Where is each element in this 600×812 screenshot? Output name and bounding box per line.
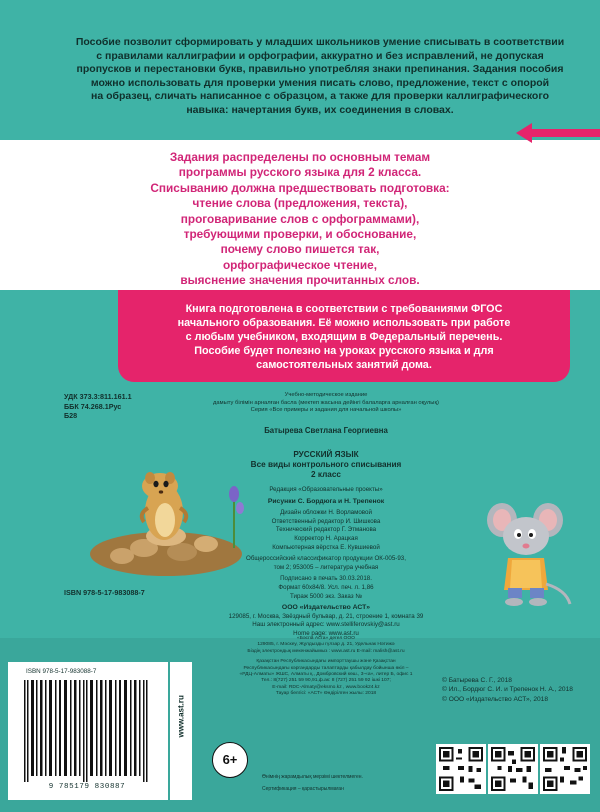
author-mark: Б28 bbox=[64, 411, 78, 420]
legal-line: Біздің электрондық мекенжайымыз : www.ast.ru E-mail: malish@ast.ru bbox=[247, 648, 405, 654]
shelf-life-note: Өнімнің жарамдылық мерзімі шектелмеген. bbox=[262, 774, 363, 780]
bbk-code: ББК 74.268.1Рус bbox=[64, 401, 122, 411]
author-name: Батырева Светлана Георгиевна bbox=[264, 426, 388, 435]
fgos-text bbox=[118, 302, 570, 372]
intro-line: Пособие позволит сформировать у младших школьников умение списывать в соответствии bbox=[75, 36, 565, 48]
fgos-line: Пособие будет полезно на уроках русского языка и для bbox=[194, 345, 494, 358]
qr-code-icon bbox=[436, 744, 486, 794]
publisher-home-page: Home page: www.ast.ru bbox=[293, 629, 359, 637]
intro-line: навыка: начертания букв, их соединения в словах. bbox=[186, 103, 454, 116]
intro-line: пропусков и перестановки букв, правильно употребляя знаки препинания. Задания пособия bbox=[76, 63, 564, 76]
topics-line: чтение слова (предложения, текста), bbox=[192, 196, 408, 211]
genre-line: Учебно-методическое издание bbox=[284, 392, 368, 398]
copyright bbox=[442, 676, 573, 704]
mouse-illustration bbox=[484, 498, 578, 610]
barcode-digits: 9 785179 830887 bbox=[48, 783, 126, 791]
copyright-line: © Батырева С. Г., 2018 bbox=[442, 677, 512, 684]
website-label: www.ast.ru bbox=[176, 695, 186, 738]
legal-line: Тауар белгісі: «АСТ» Өндірілген жылы: 2018 bbox=[275, 691, 377, 697]
isbn: ISBN 978-5-17-983088-7 bbox=[64, 588, 145, 597]
topics-line: проговаривание слов с орфограммами), bbox=[180, 211, 420, 226]
credit-line: Ответственный редактор И. Шишкова bbox=[271, 517, 381, 525]
intro-line: можно использовать для проверки умения писать слово, предложение, текст с опорой bbox=[90, 76, 550, 89]
credit-line: Компьютерная вёрстка Е. Кувшиевой bbox=[272, 543, 380, 551]
udk-code: УДК 373.3:811.161.1 bbox=[64, 392, 132, 401]
credit-line: том 2; 953005 – литература учебная bbox=[273, 563, 379, 571]
legal-line: Республикасындағы кәргандарды талаптарды қабылдау бойынша өкіл – bbox=[243, 665, 409, 671]
qr-code-icon bbox=[488, 744, 538, 794]
legal-line: Қазақстан Республикасындағы импорттаушы және Қазақстан bbox=[256, 659, 396, 665]
topics-line: требующими проверки, и обоснование, bbox=[183, 227, 417, 242]
fgos-line: самостоятельных занятий дома. bbox=[256, 359, 432, 372]
certification-note: Сертификация – қарастырылмаған bbox=[262, 786, 344, 792]
intro-line: с правилами каллиграфии и орфографии, аккуратно и без исправлений, не допуская bbox=[96, 49, 544, 62]
legal-info bbox=[176, 636, 476, 698]
intro-line: на образец, сличать написанное с образцом, а также для проверки каллиграфического bbox=[90, 90, 549, 103]
pink-arrow-icon bbox=[516, 123, 600, 143]
isbn-small: ISBN 978-5-17-983088-7 bbox=[26, 668, 97, 675]
title-line: 2 класс bbox=[311, 470, 341, 480]
fgos-line: Книга подготовлена в соответствии с требованиями ФГОС bbox=[185, 303, 503, 315]
title-line: Все виды контрольного списывания bbox=[250, 460, 402, 470]
copyright-line: © ООО «Издательство АСТ», 2018 bbox=[442, 695, 549, 703]
topics-line: выяснение значения прочитанных слов. bbox=[180, 273, 420, 288]
credit-line: Редакция «Образовательные проекты» bbox=[269, 486, 383, 493]
legal-line: «Бәспа Аста» дегел ООО bbox=[297, 636, 355, 641]
credit-line-illustrators: Рисунки С. Бордюга и Н. Трепенок bbox=[267, 497, 385, 505]
credit-line: Подписано в печать 30.03.2018. bbox=[280, 575, 372, 583]
legal-line: E-mail: RDC-Almaty@eksmo.kz , www.book24.kz bbox=[272, 684, 380, 690]
topics-line: Списыванию должна предшествовать подготовка: bbox=[150, 180, 450, 195]
age-rating-label: 6+ bbox=[222, 752, 238, 767]
credit-line: Технический редактор Г. Этманова bbox=[275, 526, 377, 534]
title-line: РУССКИЙ ЯЗЫК bbox=[293, 450, 359, 459]
fgos-line: с любым учебником, входящим в Федеральный перечень. bbox=[185, 331, 503, 344]
topics-line: орфографическое чтение, bbox=[222, 257, 378, 272]
topics-text bbox=[110, 150, 490, 289]
website-strip bbox=[170, 662, 192, 800]
topics-line: Задания распределены по основным темам bbox=[169, 150, 431, 164]
credit-line: Дизайн обложки Н. Ворламовой bbox=[280, 509, 372, 517]
publisher-email: Наш электронный адрес: www.stelliferovskiy@ast.ru bbox=[252, 621, 400, 629]
topics-line: почему слово пишется так, bbox=[220, 242, 380, 257]
publisher-address: 129085, г. Москва, Звёздный бульвар, д. 21, строение 1, комната 39 bbox=[228, 612, 424, 620]
classification-codes bbox=[64, 392, 132, 421]
legal-line: «РДЦ-Алматы» ЖШС, Алматы қ., Домбровский көш., 3-«а», литер Б, офис 1 bbox=[239, 672, 413, 678]
genre-line: Серия «Все примеры и задания для начальной школы» bbox=[250, 407, 402, 414]
legal-line: Тел.: 8(727) 251 59 90,91,ф.ак: 8 (727) 251 59 92 ішкі 107; bbox=[261, 678, 391, 684]
topics-line: программы русского языка для 2 класса. bbox=[178, 165, 422, 180]
credit-line: Общероссийский классификатор продукции ОК-005-93, bbox=[246, 555, 406, 563]
fgos-line: начального образования. Её можно использовать при работе bbox=[177, 317, 511, 330]
credit-line: Тираж 5000 экз. Заказ № bbox=[290, 592, 362, 600]
credit-line: Корректор Н. Арацкая bbox=[294, 534, 358, 542]
publisher-name: ООО «Издательство АСТ» bbox=[281, 604, 371, 612]
credit-line: Формат 60х84/8. Усл. печ. л. 1,86 bbox=[278, 583, 374, 591]
book-title bbox=[236, 450, 416, 481]
legal-line: 129085, г. Мәскеу, Жұлдызды гүлзар д. 21, Удельнак Нәтижә bbox=[257, 642, 395, 648]
copyright-line: © Ил., Бордюг С. И. и Трепенок Н. А., 2018 bbox=[442, 686, 573, 694]
genre-info bbox=[176, 392, 476, 415]
intro-text bbox=[60, 36, 580, 118]
genre-line: дамыту білімін арналған басла (мектеп жасына дейінгі балаларға арналған оқулық) bbox=[213, 399, 439, 406]
barcode-icon bbox=[22, 680, 152, 782]
age-rating-badge bbox=[212, 742, 248, 778]
gopher-illustration bbox=[86, 452, 246, 578]
qr-code-icon bbox=[540, 744, 590, 794]
